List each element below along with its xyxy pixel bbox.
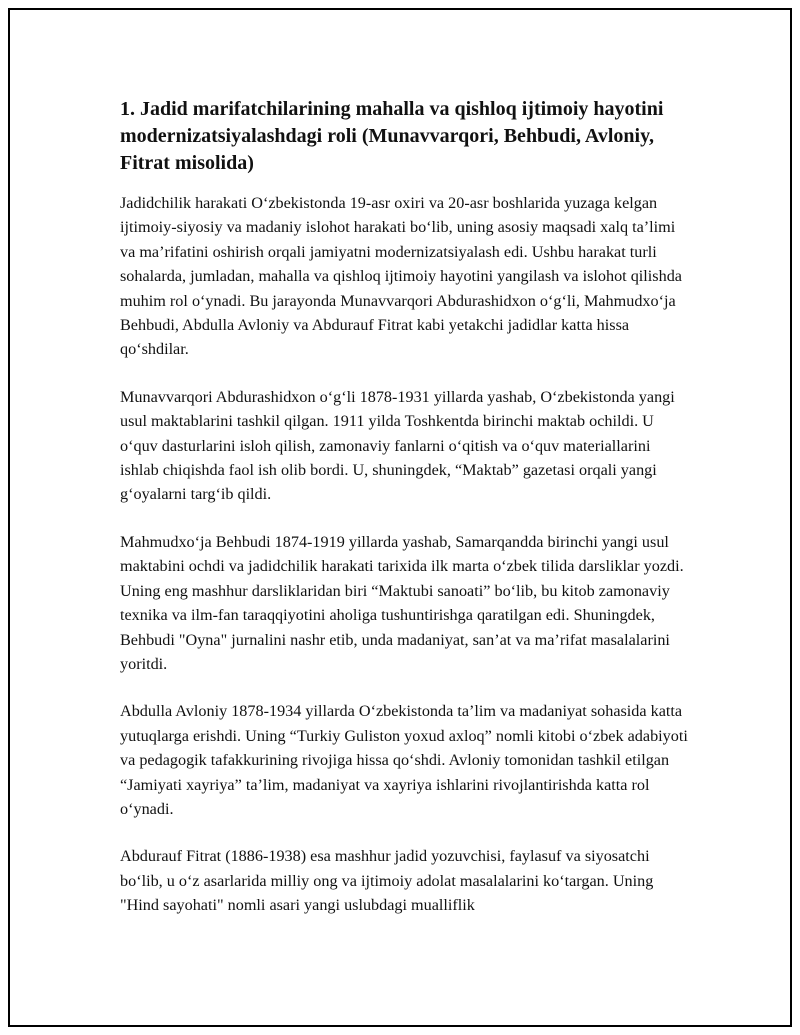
paragraph-munavvarqori: Munavvarqori Abdurashidxon o‘g‘li 1878-1931 yillarda yashab, O‘zbekistonda yangi usul maktablarini tashkil qilgan. 1911 yilda Toshkentda birinchi maktab ochildi. U o‘quv dasturlarini isloh qilish, zamonaviy fanlarni o‘qitish va o‘quv materiallarini ishlab chiqishda faol ish olib bordi. U, shuningdek, “Maktab” gazetasi orqali yangi g‘oyalarni targ‘ib qildi. xyxy=(120,387,675,504)
paragraph-avloniy: Abdulla Avloniy 1878-1934 yillarda O‘zbekistonda ta’lim va madaniyat sohasida katta yutuqlarga erishdi. Uning “Turkiy Guliston yoxud axloq” nomli kitobi o‘zbek adabiyoti va pedagogik tafakkurining rivojiga hissa qo‘shdi. Avloniy tomonidan tashkil etilgan “Jamiyati xayriya” ta’lim, madaniyat va xayriya ishlarini rivojlantirishda katta rol o‘ynadi. xyxy=(120,702,688,818)
paragraph-behbudi: Mahmudxo‘ja Behbudi 1874-1919 yillarda yashab, Samarqandda birinchi yangi usul maktabini ochdi va jadidchilik harakati tarixida ilk marta o‘zbek tilida darsliklar yozdi. Uning eng mashhur darsliklaridan biri “Maktubi sanoati” bo‘lib, bu kitob zamonaviy texnika va ilm-fan taraqqiyotini aholiga tushuntirishga qaratilgan edi. Shuningdek, Behbudi "Oyna" jurnalini nashr etib, unda madaniyat, san’at va ma’rifat masalalarini yoritdi. xyxy=(120,532,684,673)
page-frame xyxy=(8,8,792,1027)
paragraph-intro: Jadidchilik harakati O‘zbekistonda 19-asr oxiri va 20-asr boshlarida yuzaga kelgan ijtimoiy-siyosiy va madaniy islohot harakati bo‘lib, uning asosiy maqsadi xalq ta’limi va ma’rifatini oshirish orqali jamiyatni modernizatsiyalash edi. Ushbu harakat turli sohalarda, jumladan, mahalla va qishloq ijtimoiy hayotini yangilash va islohot qilishda muhim rol o‘ynadi. Bu jarayonda Munavvarqori Abdurashidxon o‘g‘li, Mahmudxo‘ja Behbudi, Abdulla Avloniy va Abdurauf Fitrat kabi yetakchi jadidlar katta hissa qo‘shdilar. xyxy=(120,194,682,359)
document-body xyxy=(120,96,690,941)
document-heading: 1. Jadid marifatchilarining mahalla va qishloq ijtimoiy hayotini modernizatsiyalashdagi roli (Munavvarqori, Behbudi, Avloniy, Fitrat misolida) xyxy=(120,98,664,174)
paragraph-fitrat: Abdurauf Fitrat (1886-1938) esa mashhur jadid yozuvchisi, faylasuf va siyosatchi bo‘lib, u o‘z asarlarida milliy ong va ijtimoiy adolat masalalarini ko‘targan. Uning "Hind sayohati" nomli asari yangi uslubdagi mualliflik xyxy=(120,847,654,915)
